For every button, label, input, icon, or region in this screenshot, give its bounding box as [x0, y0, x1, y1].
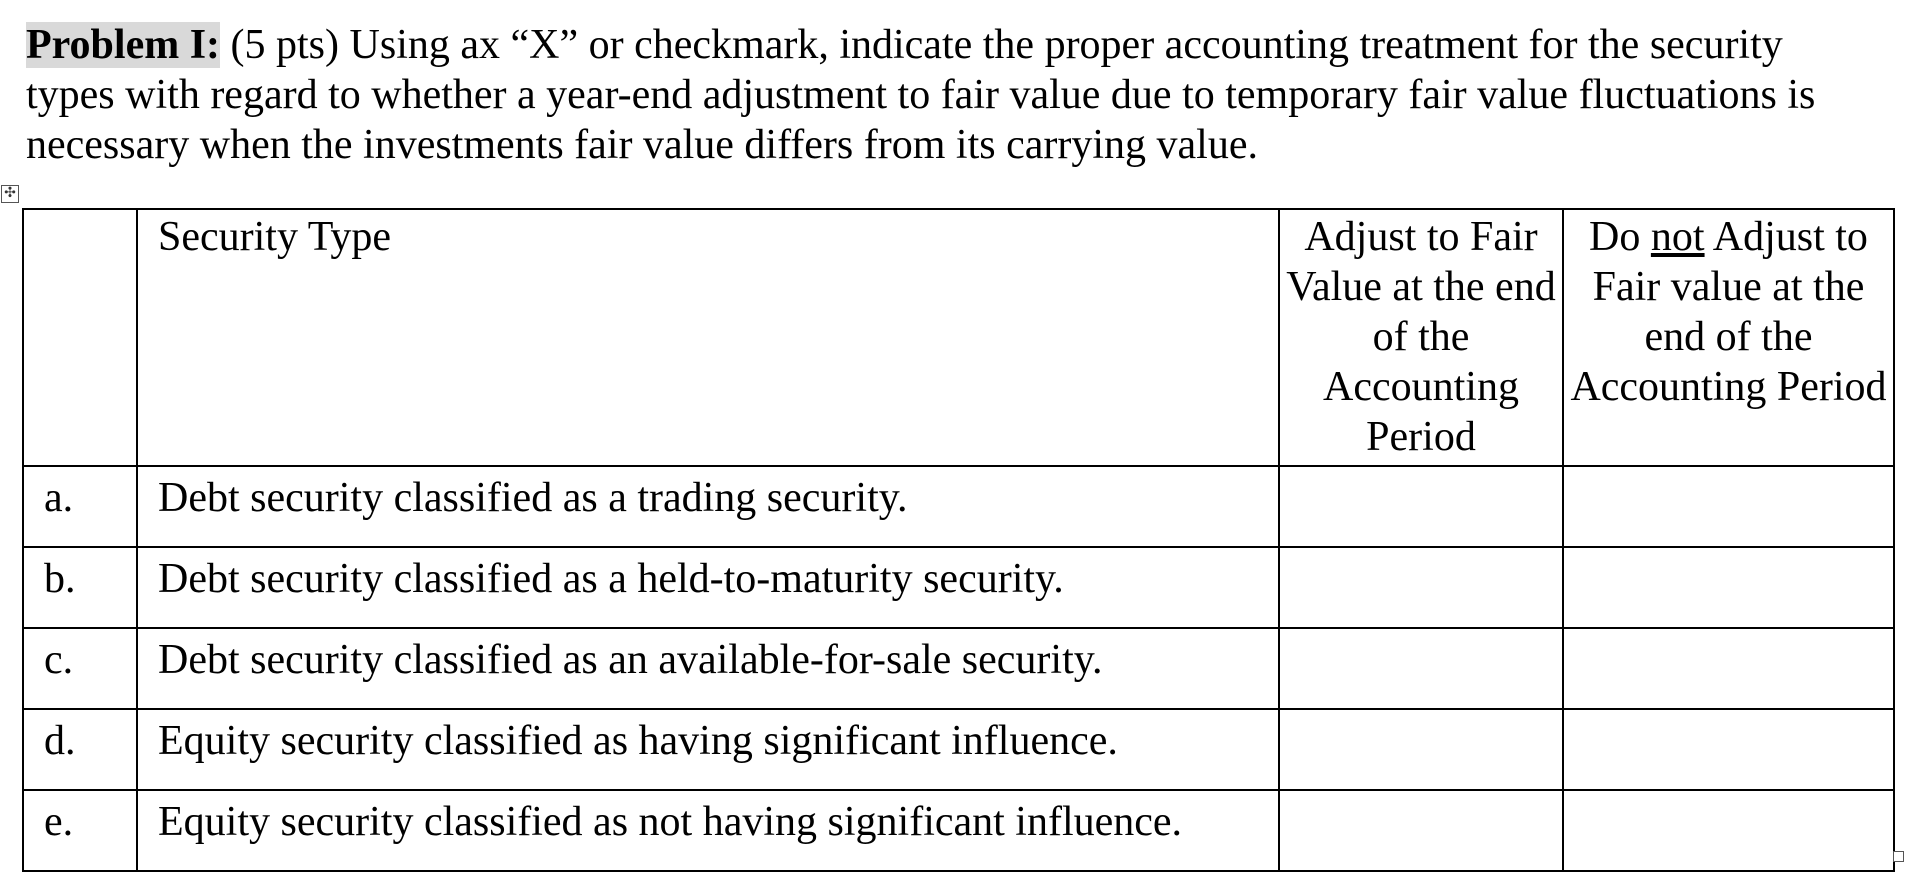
adjust-answer-cell[interactable]: [1279, 547, 1563, 628]
table-row: [23, 709, 1894, 790]
adjust-answer-cell[interactable]: [1279, 709, 1563, 790]
header-letter-cell[interactable]: [23, 209, 137, 466]
row-letter[interactable]: c.: [23, 628, 137, 709]
row-letter[interactable]: a.: [23, 466, 137, 547]
adjust-answer-cell[interactable]: [1279, 466, 1563, 547]
adjust-answer-cell[interactable]: [1279, 628, 1563, 709]
header-do-not-adjust[interactable]: [1563, 209, 1894, 466]
problem-text: (5 pts) Using ax “X” or checkmark, indicate the proper accounting treatment for the security types with regard to whether a year-end adjustment to fair value due to temporary fair value fluctuations is necessary when the investments fair value differs from its carrying value.: [26, 22, 1816, 168]
row-letter[interactable]: d.: [23, 709, 137, 790]
header-security-type[interactable]: Security Type: [137, 209, 1279, 466]
row-letter[interactable]: b.: [23, 547, 137, 628]
row-description[interactable]: Debt security classified as an available-for-sale security.: [137, 628, 1279, 709]
problem-label: Problem I:: [26, 22, 221, 68]
header-do-not-adjust-suffix: Adjust to Fair value at the end of the Accounting Period: [1570, 214, 1887, 410]
row-description[interactable]: Equity security classified as not having significant influence.: [137, 790, 1279, 871]
table-row: [23, 790, 1894, 871]
no-adjust-answer-cell[interactable]: [1563, 628, 1894, 709]
no-adjust-answer-cell[interactable]: [1563, 709, 1894, 790]
no-adjust-answer-cell[interactable]: [1563, 547, 1894, 628]
row-description[interactable]: Debt security classified as a trading security.: [137, 466, 1279, 547]
table-move-handle-icon[interactable]: ✣: [1, 185, 19, 203]
no-adjust-answer-cell[interactable]: [1563, 466, 1894, 547]
problem-statement: [26, 20, 1881, 170]
header-adjust-fair-value[interactable]: Adjust to Fair Value at the end of the Accounting Period: [1279, 209, 1563, 466]
accounting-treatment-table: [22, 208, 1895, 872]
no-adjust-answer-cell[interactable]: [1563, 790, 1894, 871]
adjust-answer-cell[interactable]: [1279, 790, 1563, 871]
row-letter[interactable]: e.: [23, 790, 137, 871]
table-row: [23, 547, 1894, 628]
table-header-row: [23, 209, 1894, 466]
table-row: [23, 628, 1894, 709]
row-description[interactable]: Equity security classified as having significant influence.: [137, 709, 1279, 790]
header-do-not-adjust-emphasis: not: [1650, 214, 1705, 260]
header-do-not-adjust-prefix: Do: [1589, 214, 1651, 260]
row-description[interactable]: Debt security classified as a held-to-maturity security.: [137, 547, 1279, 628]
table-resize-handle-icon[interactable]: [1893, 851, 1904, 862]
table-row: [23, 466, 1894, 547]
